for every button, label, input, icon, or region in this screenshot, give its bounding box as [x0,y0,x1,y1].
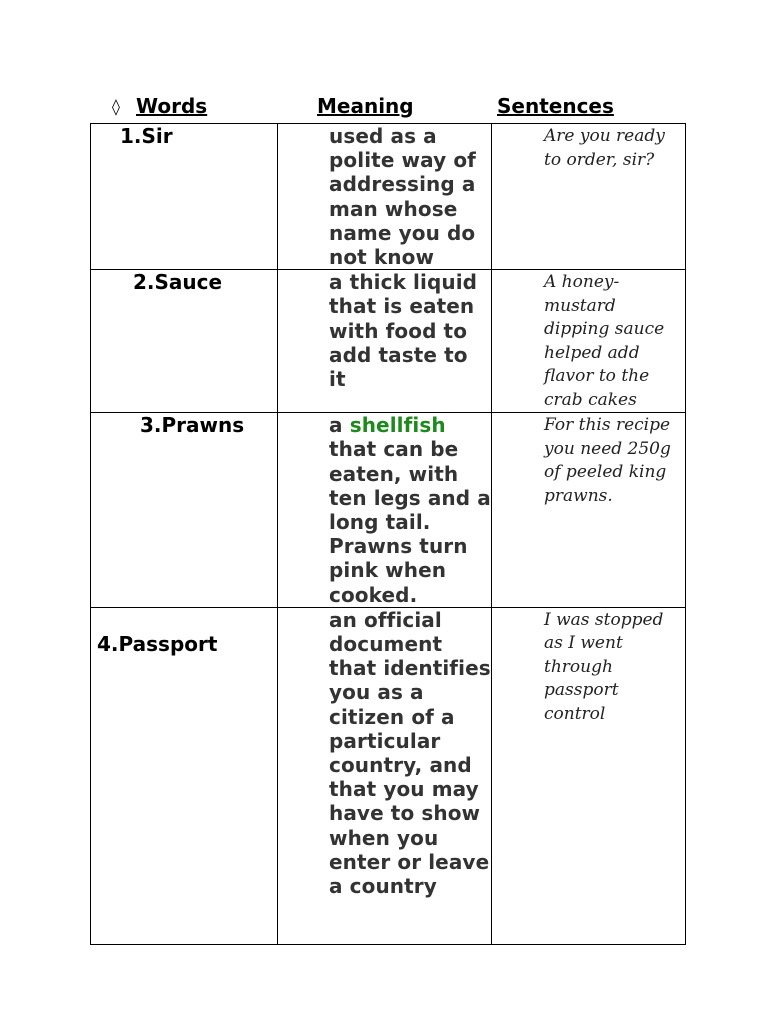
word-sauce: 2.Sauce [133,270,223,295]
word-prawns: 3.Prawns [140,413,245,438]
table-row [91,270,686,413]
word-cell [91,270,278,413]
meaning-cell [278,124,492,270]
sentence-cell [492,607,686,944]
meaning-text: used as a polite way of addressing a man whose name you do not know [329,124,476,270]
meaning-cell [278,413,492,608]
meaning-text: a thick liquid that is eaten with food to add taste to it [329,270,478,392]
word-cell [91,607,278,944]
sentence-cell [492,413,686,608]
diamond-bullet-icon: ◊ [112,97,120,116]
table-row [91,124,686,270]
sentence-cell [492,124,686,270]
word-cell [91,124,278,270]
word-passport: 4.Passport [97,631,218,656]
meaning-cell [278,607,492,944]
table-row [91,413,686,608]
meaning-text [278,413,491,607]
word-cell [91,413,278,608]
column-header-words: Words [136,94,208,118]
sentence-text: Are you ready to order, sir? [544,126,665,170]
table-row [91,607,686,944]
vocabulary-table [90,123,686,945]
column-header-meaning: Meaning [317,94,414,118]
meaning-pre: a [329,413,343,438]
word-sir: 1.Sir [120,124,173,148]
column-header-sentences: Sentences [497,94,614,118]
meaning-text: an official document that identifies you as a citizen of a particular country, and that you may have to show when you enter or leave a country [329,607,491,899]
meaning-cell [278,270,492,413]
table-header [0,94,768,120]
sentence-cell [492,270,686,413]
highlighted-word-shellfish: shellfish [349,413,446,438]
sentence-text: I was stopped as I went through passport control [544,609,664,724]
sentence-text: For this recipe you need 250g of peeled king prawns. [544,415,671,506]
sentence-text: A honey-mustard dipping sauce helped add flavor to the crab cakes [544,272,665,410]
meaning-post: that can be eaten, with ten legs and a long tail. Prawns turn pink when cooked. [329,437,491,607]
